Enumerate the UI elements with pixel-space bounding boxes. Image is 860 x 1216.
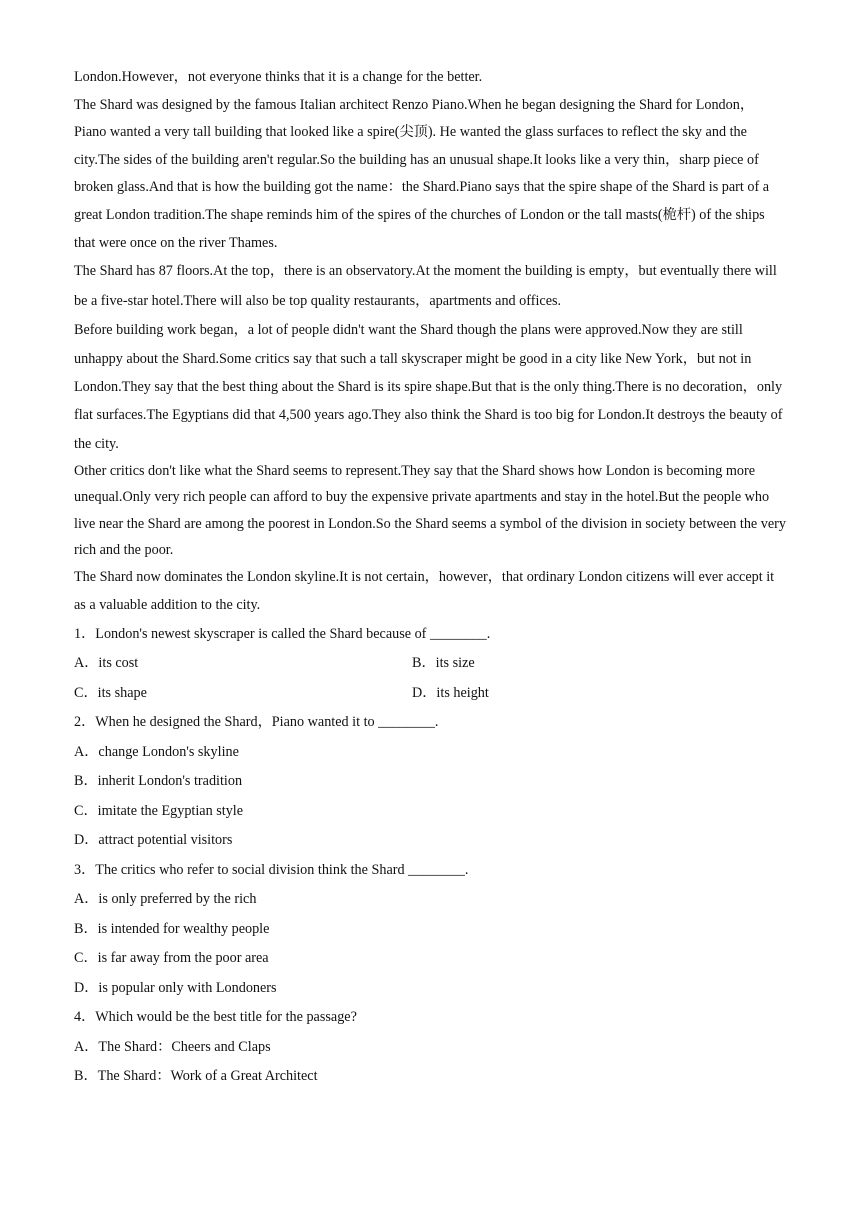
passage-paragraph: Before building work began，a lot of people didn't want the Shard though the plans were approved.Now they are still unhappy about the Shard.Some critics say that such a tall skyscraper might be good in a city like New York，but not in London.They say that the best thing about the Shard is its spire shape.But that is the only thing.There is no decoration，only flat surfaces.The Egyptians did that 4,500 years ago.They also think the Shard is too big for London.It destroys the beauty of the city. [74,322,783,452]
passage-paragraph: The Shard was designed by the famous Italian architect Renzo Piano.When he began designing the Shard for London，Piano wanted a very tall building that looked like a spire(尖顶). He wanted the glass surfaces to reflect the sky and the city.The sides of the building aren't regular.So the building has an unusual shape.It looks like a very thin，sharp piece of broken glass.And that is how the building got the name：the Shard.Piano says that the spire shape of the Shard is part of a great London tradition.The shape reminds him of the spires of the churches of London or the tall masts(桅杆) of the ships that were once on the river Thames. [74,96,770,251]
option-row [74,679,786,709]
option-c: C．its shape [74,684,147,701]
option-a: A．its cost [74,655,139,672]
question-stem: 2．When he designed the Shard，Piano wanted it to ________. [74,714,439,731]
option-b: B．its size [412,655,475,672]
question-stem: 3．The critics who refer to social division think the Shard ________. [74,861,469,878]
question-4 [74,1003,786,1092]
option-b: B．inherit London's tradition [74,773,243,790]
question-3 [74,856,786,1004]
option-b: B．The Shard：Work of a Great Architect [74,1068,318,1085]
option-d: D．is popular only with Londoners [74,979,277,996]
option-a: A．change London's skyline [74,743,239,760]
option-d: D．its height [412,684,489,701]
option-d: D．attract potential visitors [74,832,233,849]
document-page [74,64,786,1092]
question-stem: 1．London's newest skyscraper is called the Shard because of ________. [74,625,491,642]
question-stem: 4．Which would be the best title for the passage? [74,1009,357,1026]
option-b: B．is intended for wealthy people [74,920,270,937]
question-list [74,620,786,1092]
passage-paragraph: The Shard now dominates the London skyline.It is not certain，however，that ordinary London citizens will ever accept it as a valuable addition to the city. [74,569,775,614]
reading-passage [74,64,786,620]
passage-paragraph: Other critics don't like what the Shard seems to represent.They say that the Shard shows how London is becoming more unequal.Only very rich people can afford to buy the expensive private apartments and stay in the hotel.But the people who live near the Shard are among the poorest in London.So the Shard seems a symbol of the division in society between the very rich and the poor. [74,463,786,558]
option-row [74,649,786,679]
passage-paragraph: London.However，not everyone thinks that it is a change for the better. [74,69,483,85]
question-2 [74,708,786,856]
passage-paragraph: The Shard has 87 floors.At the top，there is an observatory.At the moment the building is empty，but eventually there will be a five-star hotel.There will also be top quality restaurants，apartments and offices. [74,263,777,309]
option-a: A．is only preferred by the rich [74,891,257,908]
option-c: C．is far away from the poor area [74,950,269,967]
question-1 [74,620,786,709]
option-a: A．The Shard：Cheers and Claps [74,1038,271,1055]
option-c: C．imitate the Egyptian style [74,802,244,819]
